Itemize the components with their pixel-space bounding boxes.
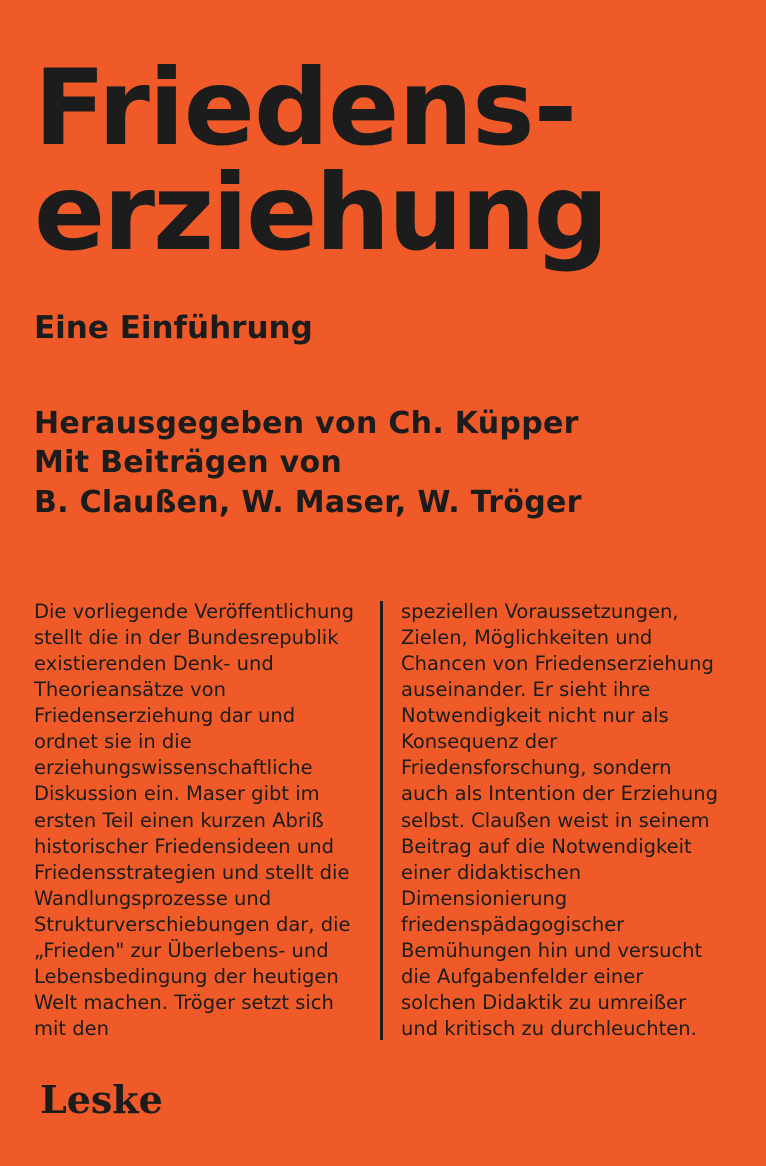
blurb-column-right: speziellen Voraussetzungen, Zielen, Möglichkeiten und Chancen von Friedenserziehung auseinander. Er sieht ihre Notwendigkeit nicht nur als Konsequenz der Friedensforschung, sondern auch als Intention der Erziehung selbst. Claußen weist in seinem Beitrag auf die Notwendigkeit einer didaktischen Dimensionierung friedenspädagogischer Bemühungen hin und versucht die Aufgabenfelder einer solchen Didaktik zu umreißer und kritisch zu durchleuchten. [401,600,719,1040]
blurb-section [34,599,732,1042]
blurb-divider [380,601,383,1040]
book-subtitle: Eine Einführung [34,309,313,346]
credits-block [34,404,732,524]
publisher-name: Leske [40,1077,163,1122]
blurb-column-left: Die vorliegende Veröffentlichung stellt die in der Bundesrepublik existierenden Denk- und Theorieansätze von Friedenserziehung dar und ordnet sie in die erziehungswissenschaftliche Diskussion ein. Maser gibt im ersten Teil einen kurzen Abriß historischer Friedensideen und Friedensstrategien und stellt die Wandlungsprozesse und Strukturverschiebungen dar, die „Frieden" zur Überlebens- und Lebensbedingung der heutigen Welt machen. Tröger setzt sich mit den [34,600,355,1040]
contributors-names: B. Claußen, W. Maser, W. Tröger [34,485,582,521]
editor-credit: Herausgegeben von Ch. Küpper [34,405,579,441]
book-title-line-2: erziehung [34,151,607,274]
title-block [34,0,732,274]
contributors-label: Mit Beiträgen von [34,445,343,481]
book-title-line-1: Friedens- [34,47,577,169]
